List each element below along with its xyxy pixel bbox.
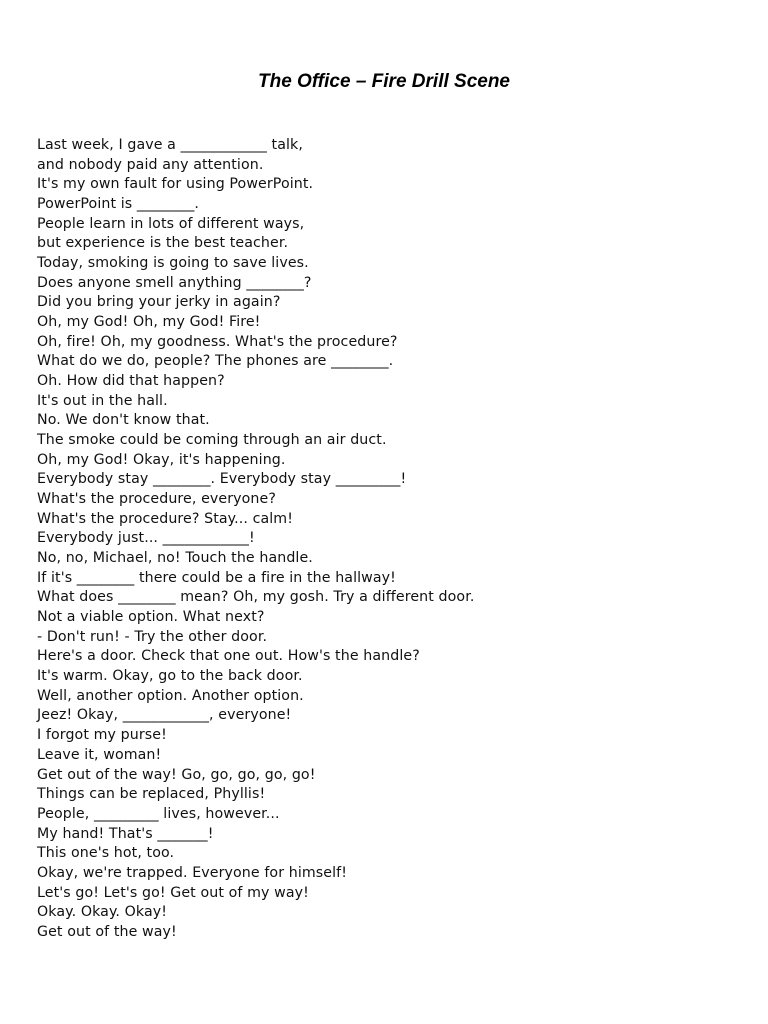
script-line: Leave it, woman! (37, 746, 162, 763)
script-line: Last week, I gave a ____________ talk, (37, 137, 303, 153)
script-line: and nobody paid any attention. (37, 156, 264, 173)
script-line: Well, another option. Another option. (37, 687, 304, 704)
script-line: Does anyone smell anything ________? (37, 274, 312, 291)
script-line: Oh. How did that happen? (37, 373, 225, 390)
script-line: Did you bring your jerky in again? (37, 294, 281, 311)
script-line: People learn in lots of different ways, (37, 215, 305, 232)
script-line: Okay. Okay. Okay! (37, 904, 168, 921)
document-title: The Office – Fire Drill Scene (257, 71, 511, 92)
script-line: If it's ________ there could be a fire in the hallway! (37, 569, 396, 586)
script-line: Get out of the way! Go, go, go, go, go! (37, 766, 316, 783)
script-line: No. We don't know that. (37, 412, 210, 429)
script-line: This one's hot, too. (37, 845, 175, 862)
script-line: It's warm. Okay, go to the back door. (37, 668, 303, 685)
script-line: Oh, fire! Oh, my goodness. What's the procedure? (37, 333, 398, 350)
script-line: My hand! That's _______! (37, 825, 214, 842)
script-line: Here's a door. Check that one out. How's the handle? (37, 648, 420, 665)
script-line: It's my own fault for using PowerPoint. (37, 176, 314, 193)
script-line: What's the procedure, everyone? (37, 491, 276, 508)
script-line: Everybody stay ________. Everybody stay _________! (37, 471, 407, 488)
script-line: What does ________ mean? Oh, my gosh. Try a different door. (37, 589, 475, 606)
script-line: Okay, we're trapped. Everyone for himself! (37, 864, 348, 881)
script-line: Jeez! Okay, ____________, everyone! (37, 707, 292, 724)
script-line: The smoke could be coming through an air duct. (37, 432, 387, 449)
script-line: PowerPoint is ________. (37, 196, 200, 213)
script-lines (37, 136, 737, 943)
script-line: I forgot my purse! (37, 727, 167, 744)
script-line: What's the procedure? Stay... calm! (37, 510, 294, 527)
script-line: Things can be replaced, Phyllis! (37, 786, 266, 803)
script-line: Let's go! Let's go! Get out of my way! (37, 884, 309, 901)
script-line: Oh, my God! Oh, my God! Fire! (37, 314, 261, 331)
script-line: Get out of the way! (37, 923, 177, 940)
script-line: but experience is the best teacher. (37, 235, 289, 252)
script-line: Not a viable option. What next? (37, 609, 265, 626)
script-line: It's out in the hall. (37, 392, 168, 409)
script-line: Oh, my God! Okay, it's happening. (37, 451, 286, 468)
script-line: - Don't run! - Try the other door. (37, 628, 268, 645)
script-line: Today, smoking is going to save lives. (37, 255, 309, 272)
script-line: No, no, Michael, no! Touch the handle. (37, 550, 313, 567)
script-line: What do we do, people? The phones are ________. (37, 353, 394, 370)
script-line: People, _________ lives, however... (37, 805, 280, 822)
script-line: Everybody just... ____________! (37, 530, 255, 547)
